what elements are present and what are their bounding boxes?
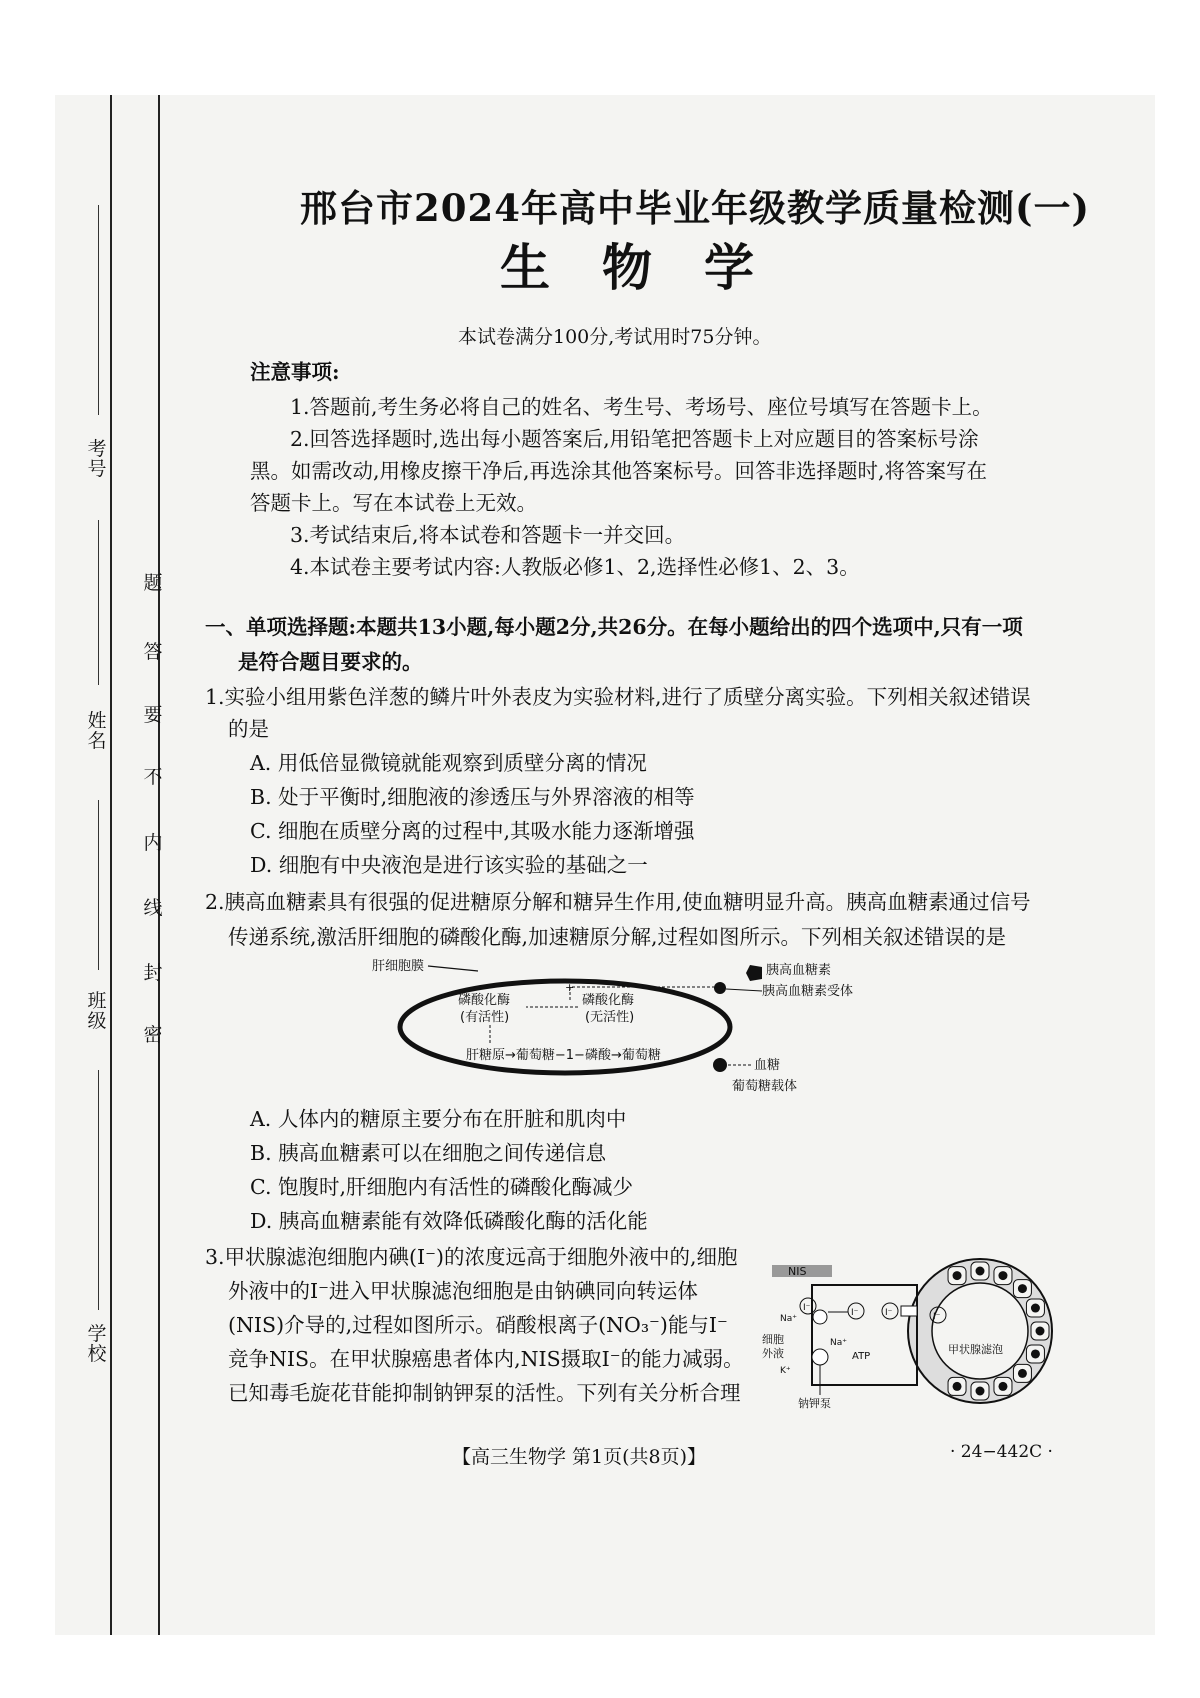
notice-line: 答题卡上。写在本试卷上无效。 — [250, 491, 537, 515]
page-footer: 【高三生物学 第1页(共8页)】 — [452, 1446, 707, 1468]
exam-title: 邢台市2024年高中毕业年级教学质量检测(一) — [300, 186, 1090, 230]
class-blank — [98, 800, 99, 970]
iodide-channel — [901, 1306, 917, 1316]
cell-nucleus — [953, 1382, 962, 1391]
exam-number-label: 考号 — [87, 438, 107, 480]
iodide-label: I⁻ — [933, 1312, 941, 1322]
enzyme-active-state: (有活性) — [460, 1010, 510, 1025]
option-c: C. 饱腹时,肝细胞内有活性的磷酸化酶减少 — [250, 1175, 634, 1199]
potassium-label: K⁺ — [780, 1366, 791, 1376]
notice-line: 4.本试卷主要考试内容:人教版必修1、2,选择性必修1、2、3。 — [290, 555, 860, 579]
question-stem: 2.胰高血糖素具有很强的促进糖原分解和糖异生作用,使血糖明显升高。胰高血糖素通过信号 — [205, 890, 1031, 914]
section-heading: 一、单项选择题:本题共13小题,每小题2分,共26分。在每小题给出的四个选项中,只有一项 — [205, 615, 1023, 639]
question-stem: 1.实验小组用紫色洋葱的鳞片叶外表皮为实验材料,进行了质壁分离实验。下列相关叙述错误 — [205, 685, 1031, 709]
school-blank — [98, 1070, 99, 1310]
glucose-carrier-dot — [713, 1058, 727, 1072]
option-a: A. 人体内的糖原主要分布在肝脏和肌肉中 — [250, 1107, 627, 1131]
notice-line: 1.答题前,考生务必将自己的姓名、考生号、考场号、座位号填写在答题卡上。 — [290, 395, 993, 419]
binding-warning-char: 内 — [143, 832, 163, 854]
follicle-cell — [812, 1285, 917, 1385]
enzyme-inactive-state: (无活性) — [585, 1010, 635, 1025]
question-stem: 已知毒毛旋花苷能抑制钠钾泵的活性。下列有关分析合理 — [228, 1381, 741, 1405]
cell-nucleus — [1036, 1327, 1045, 1336]
plus-sign: + — [565, 981, 575, 994]
sodium-label-inside: Na⁺ — [830, 1338, 847, 1348]
sodium-label-outside: Na⁺ — [780, 1314, 797, 1324]
score-note: 本试卷满分100分,考试用时75分钟。 — [458, 326, 772, 348]
thyroid-follicle-diagram — [760, 1245, 1060, 1420]
cell-nucleus — [976, 1267, 985, 1276]
carrier-label: 葡萄糖载体 — [732, 1079, 798, 1094]
exam-number-blank — [98, 205, 99, 415]
name-label: 姓名 — [87, 710, 107, 752]
paper-code: · 24−442C · — [950, 1442, 1053, 1462]
liver-cell-diagram — [370, 955, 890, 1100]
question-stem: 外液中的I⁻进入甲状腺滤泡细胞是由钠碘同向转运体 — [228, 1279, 698, 1303]
cell-nucleus — [1018, 1369, 1027, 1378]
class-label: 班级 — [87, 990, 107, 1032]
option-b: B. 胰高血糖素可以在细胞之间传递信息 — [250, 1141, 607, 1165]
cell-nucleus — [953, 1271, 962, 1280]
glycogen-pathway: 肝糖原→葡萄糖−1−磷酸→葡萄糖 — [466, 1048, 661, 1063]
receptor-pointer — [726, 989, 762, 991]
extracellular-label-1: 细胞 — [762, 1333, 784, 1346]
subject-title: 生物学 — [500, 238, 806, 297]
option-d: D. 胰高血糖素能有效降低磷酸化酶的活化能 — [250, 1209, 648, 1233]
enzyme-active-label: 磷酸化酶 — [458, 993, 511, 1008]
binding-warning-char: 封 — [143, 962, 163, 984]
cell-nucleus — [1018, 1284, 1027, 1293]
notice-line: 黑。如需改动,用橡皮擦干净后,再选涂其他答案标号。回答非选择题时,将答案写在 — [250, 459, 988, 483]
glucagon-shape — [746, 965, 762, 981]
binding-warning-char: 不 — [143, 766, 163, 788]
notice-line: 2.回答选择题时,选出每小题答案后,用铅笔把答题卡上对应题目的答案标号涂 — [290, 427, 979, 451]
receptor-dot — [714, 982, 726, 994]
binding-line — [158, 95, 160, 1635]
school-label: 学校 — [87, 1323, 107, 1365]
notice-heading: 注意事项: — [250, 360, 340, 384]
pump-label: 钠钾泵 — [798, 1397, 831, 1410]
follicle-label: 甲状腺滤泡 — [948, 1343, 1003, 1356]
sodium-potassium-pump — [812, 1349, 828, 1365]
section-heading-cont: 是符合题目要求的。 — [238, 650, 423, 674]
blood-sugar-label: 血糖 — [754, 1058, 781, 1073]
membrane-label: 肝细胞膜 — [372, 959, 425, 974]
glucagon-label: 胰高血糖素 — [766, 963, 832, 978]
nis-transporter — [813, 1310, 827, 1324]
cell-nucleus — [998, 1382, 1007, 1391]
option-c: C. 细胞在质壁分离的过程中,其吸水能力逐渐增强 — [250, 819, 695, 843]
cell-nucleus — [976, 1387, 985, 1396]
binding-warning-char: 要 — [143, 704, 163, 726]
iodide-label: I⁻ — [885, 1308, 893, 1318]
follicle-lumen — [932, 1283, 1028, 1379]
option-b: B. 处于平衡时,细胞液的渗透压与外界溶液的相等 — [250, 785, 695, 809]
cell-nucleus — [1031, 1304, 1040, 1313]
cell-nucleus — [998, 1271, 1007, 1280]
question-stem: 传递系统,激活肝细胞的磷酸化酶,加速糖原分解,过程如图所示。下列相关叙述错误的是 — [228, 925, 1007, 949]
membrane-pointer — [428, 966, 478, 971]
option-a: A. 用低倍显微镜就能观察到质壁分离的情况 — [250, 751, 647, 775]
question-stem: 竞争NIS。在甲状腺癌患者体内,NIS摄取I⁻的能力减弱。 — [228, 1347, 744, 1371]
binding-warning-char: 线 — [143, 897, 163, 919]
option-d: D. 细胞有中央液泡是进行该实验的基础之一 — [250, 853, 648, 877]
enzyme-inactive-label: 磷酸化酶 — [582, 993, 635, 1008]
binding-warning-char: 题 — [143, 572, 163, 594]
atp-label: ATP — [852, 1351, 871, 1362]
binding-line — [110, 95, 112, 1635]
extracellular-label-2: 外液 — [762, 1347, 784, 1360]
notice-line: 3.考试结束后,将本试卷和答题卡一并交回。 — [290, 523, 686, 547]
binding-margin — [0, 0, 180, 1698]
cell-nucleus — [1031, 1349, 1040, 1358]
receptor-label: 胰高血糖素受体 — [762, 984, 854, 999]
binding-warning-char: 答 — [143, 641, 163, 663]
iodide-label: I⁻ — [803, 1303, 811, 1313]
nis-label: NIS — [788, 1265, 807, 1278]
question-stem: 3.甲状腺滤泡细胞内碘(I⁻)的浓度远高于细胞外液中的,细胞 — [205, 1245, 738, 1269]
question-stem: 的是 — [228, 717, 269, 741]
iodide-label: I⁻ — [851, 1308, 859, 1318]
question-stem: (NIS)介导的,过程如图所示。硝酸根离子(NO₃⁻)能与I⁻ — [228, 1313, 728, 1337]
binding-warning-char: 密 — [143, 1024, 163, 1046]
name-blank — [98, 520, 99, 685]
